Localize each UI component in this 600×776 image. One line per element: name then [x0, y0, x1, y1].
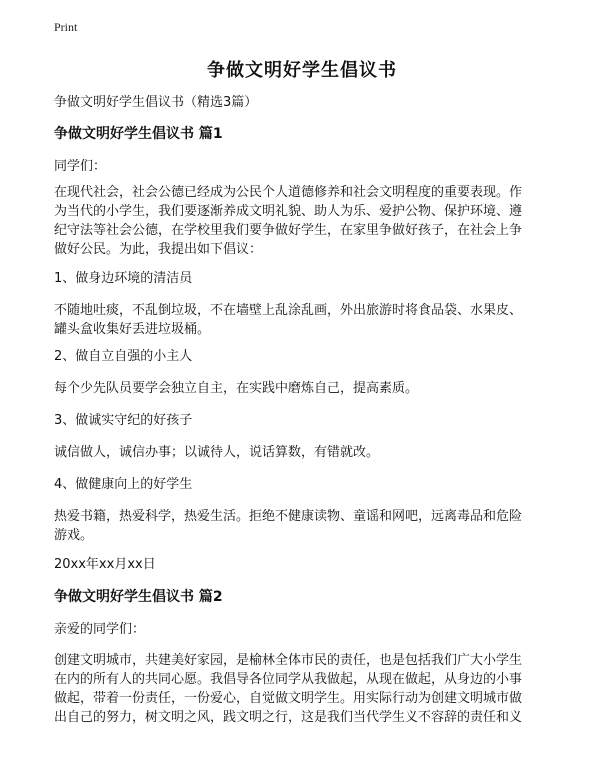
paragraph-line: 不随地吐痰，不乱倒垃圾，不在墙壁上乱涂乱画，外出旅游时将食品袋、水果皮、 — [54, 303, 523, 318]
paragraph-line: 在内的所有人的共同心愿。我倡导各位同学从我做起，从现在做起，从身边的小事 — [54, 672, 523, 687]
item-body-4 — [54, 507, 550, 545]
print-link[interactable]: Print — [54, 20, 78, 34]
paragraph-line: 热爱书籍，热爱科学，热爱生活。拒绝不健康读物、童谣和网吧，远离毒品和危险 — [54, 509, 523, 524]
section-heading-1: 争做文明好学生倡议书 篇1 — [54, 126, 223, 142]
paragraph-line: 游戏。 — [54, 528, 94, 543]
item-body-3: 诚信做人，诚信办事；以诚待人，说话算数，有错就改。 — [54, 445, 380, 460]
section-heading-2: 争做文明好学生倡议书 篇2 — [54, 589, 223, 605]
item-body-1 — [54, 301, 550, 339]
intro-paragraph-2 — [54, 651, 550, 727]
greeting-2: 亲爱的同学们： — [54, 622, 146, 637]
paragraph-line: 做好公民。为此，我提出如下倡议： — [54, 242, 263, 257]
intro-paragraph-1 — [54, 183, 550, 259]
item-body-2: 每个少先队员要学会独立自主，在实践中磨炼自己，提高素质。 — [54, 381, 419, 396]
document-title: 争做文明好学生倡议书 — [207, 60, 397, 81]
item-title-2: 2、做自立自强的小主人 — [54, 349, 193, 364]
paragraph-line: 在现代社会，社会公德已经成为公民个人道德修养和社会文明程度的重要表现。作 — [54, 185, 523, 200]
document-subtitle: 争做文明好学生倡议书（精选3篇） — [54, 95, 258, 110]
item-title-4: 4、做健康向上的好学生 — [54, 477, 193, 492]
paragraph-line: 为当代的小学生，我们要逐渐养成文明礼貌、助人为乐、爱护公物、保护环境、遵 — [54, 204, 523, 219]
item-title-1: 1、做身边环境的清洁员 — [54, 271, 193, 286]
paragraph-line: 做起，带着一份责任，一份爱心，自觉做文明学生。用实际行动为创建文明城市做 — [54, 691, 523, 706]
paragraph-line: 纪守法等社会公德，在学校里我们要争做好学生，在家里争做好孩子，在社会上争 — [54, 223, 523, 238]
greeting-1: 同学们： — [54, 159, 107, 174]
date-line: 20xx年xx月xx日 — [54, 557, 156, 572]
paragraph-line: 出自己的努力，树文明之风，践文明之行，这是我们当代学生义不容辞的责任和义 — [54, 710, 523, 725]
item-title-3: 3、做诚实守纪的好孩子 — [54, 413, 193, 428]
paragraph-line: 罐头盒收集好丢进垃圾桶。 — [54, 322, 211, 337]
paragraph-line: 创建文明城市，共建美好家园，是榆林全体市民的责任，也是包括我们广大小学生 — [54, 653, 523, 668]
